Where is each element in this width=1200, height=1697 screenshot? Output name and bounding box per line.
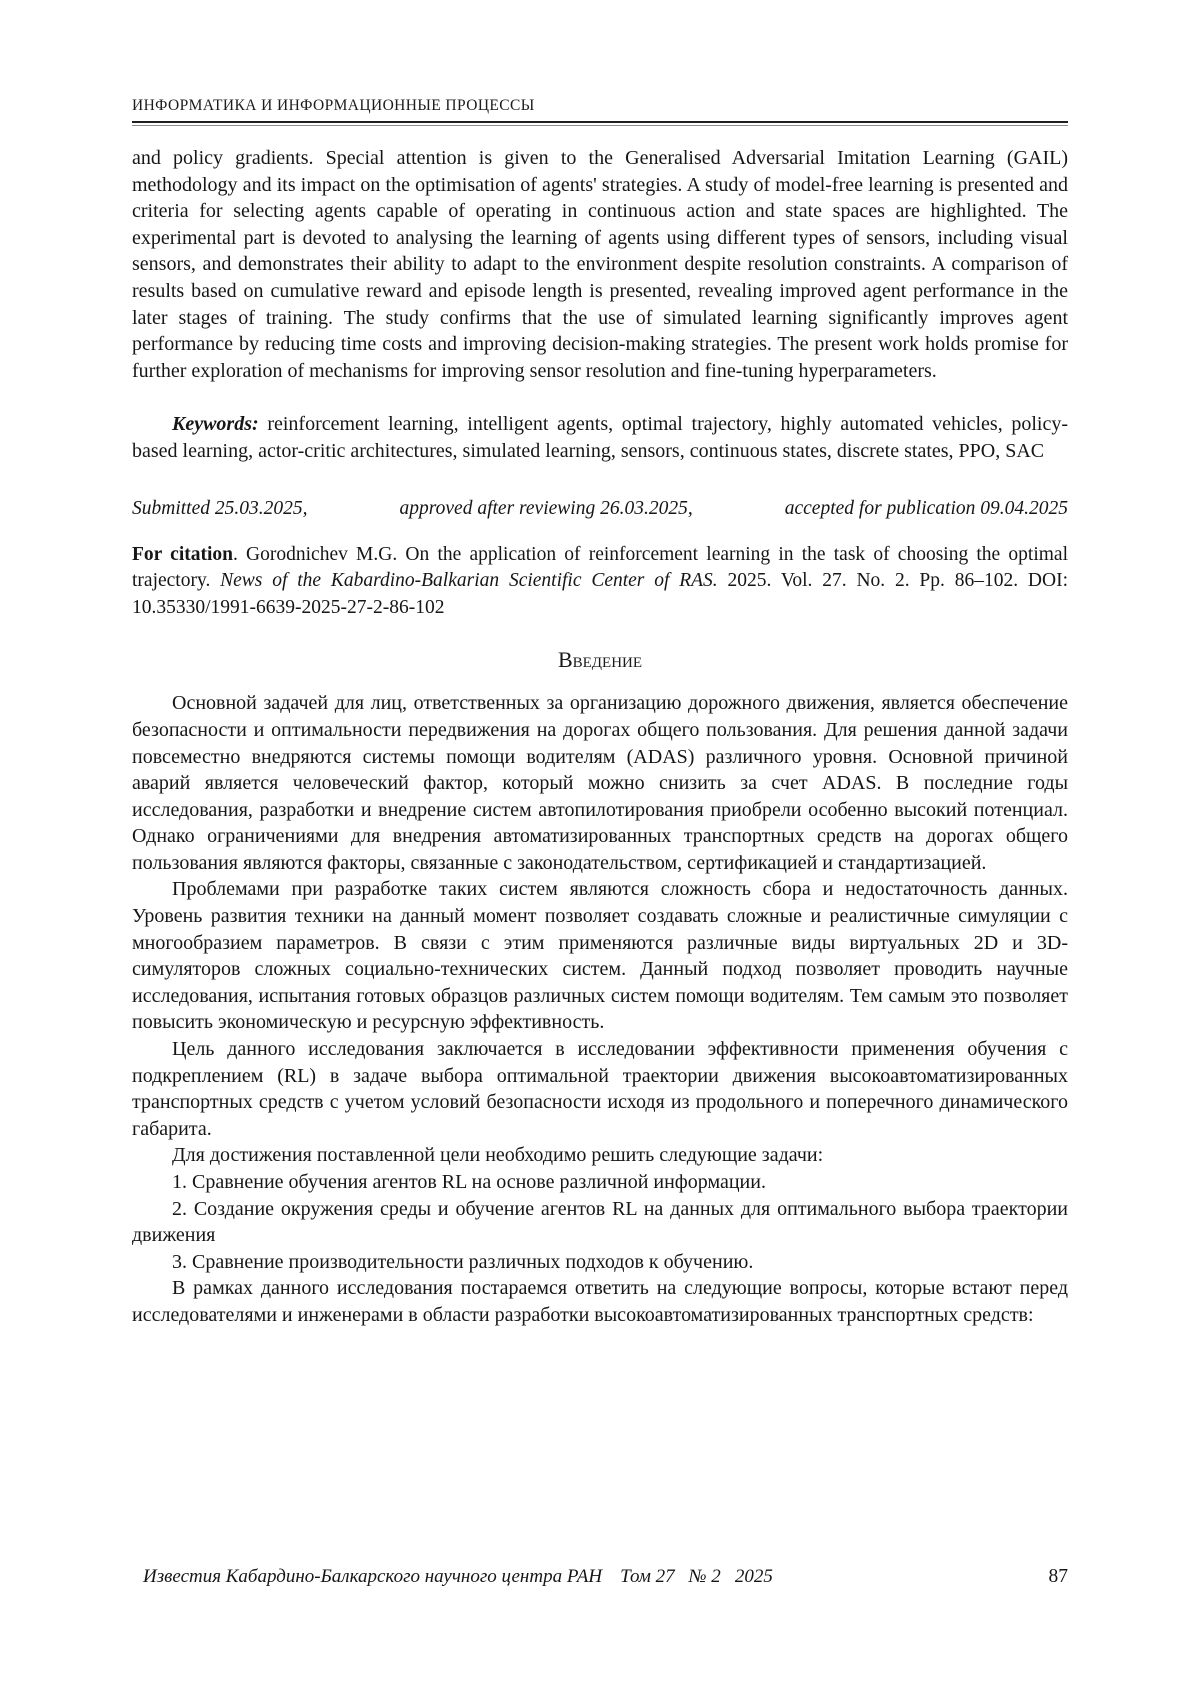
approved-date: approved after reviewing 26.03.2025, xyxy=(399,497,693,519)
introduction-section xyxy=(132,690,1068,1328)
intro-task-item-3: 3. Сравнение производительности различных подходов к обучению. xyxy=(172,1250,754,1273)
intro-task-item-1: 1. Сравнение обучения агентов RL на основе различной информации. xyxy=(172,1171,766,1193)
footer-journal-line xyxy=(132,1564,773,1590)
citation-journal-name: News of the Kabardino-Balkarian Scientific Center of RAS. xyxy=(220,570,718,592)
footer-journal-name: Известия Кабардино-Балкарского научного центра РАН xyxy=(143,1566,603,1587)
page-footer xyxy=(132,1564,1068,1590)
intro-paragraph: В рамках данного исследования постараемся ответить на следующие вопросы, которые встают перед исследователями и инженерами в области разработки высокоавтоматизированных транспортных средств: xyxy=(132,1277,1068,1326)
header-rule xyxy=(132,121,1068,126)
footer-volume: Том 27 xyxy=(620,1566,675,1587)
keywords-label: Keywords: xyxy=(172,413,259,436)
accepted-date: accepted for publication 09.04.2025 xyxy=(784,497,1068,519)
footer-year: 2025 xyxy=(734,1566,773,1587)
citation-text-before-journal: . Gorodnichev M.G. On the application of reinforcement learning in the task of choosing the optimal trajectory. xyxy=(132,543,1068,592)
intro-paragraph: Основной задачей для лиц, ответственных за организацию дорожного движения, является обеспечение безопасности и оптимальности передвижения на дорогах общего пользования. Для решения данной задачи повсеместно внедряются системы помощи водителям (ADAS) различного уровня. Основной причиной аварий является человеческий фактор, который можно снизить за счет ADAS. В последние годы исследования, разработки и внедрение систем автопилотирования приобрели особенно высокий потенциал. Однако ограничениями для внедрения автоматизированных транспортных средств на дорогах общего пользования являются факторы, связанные с законодательством, сертификацией и стандартизацией. xyxy=(132,692,1068,874)
section-heading-introduction: Введение xyxy=(557,647,643,673)
intro-paragraph: Цель данного исследования заключается в исследовании эффективности применения обучения с подкреплением (RL) в задаче выбора оптимальной траектории движения высокоавтоматизированных транспортных средств с учетом условий безопасности исходя из продольного и поперечного динамического габарита. xyxy=(132,1038,1068,1140)
citation-label: For citation xyxy=(132,543,233,565)
footer-issue: № 2 xyxy=(688,1566,721,1587)
abstract-continuation-text: and policy gradients. Special attention is given to the Generalised Adversarial Imitation Learning (GAIL) methodology and its impact on the optimisation of agents' strategies. A study of model-free learning is presented and criteria for selecting agents capable of operating in continuous action and state spaces are highlighted. The experimental part is devoted to analysing the learning of agents using different types of sensors, including visual sensors, and demonstrates their ability to adapt to the environment despite resolution constraints. A comparison of results based on cumulative reward and episode length is presented, revealing improved agent performance in the later stages of training. The study confirms that the use of simulated learning significantly improves agent performance by reducing time costs and improving decision-making strategies. The present work holds promise for further exploration of mechanisms for improving sensor resolution and fine-tuning hyperparameters. xyxy=(132,147,1068,382)
intro-task-item-2: 2. Создание окружения среды и обучение агентов RL на данных для оптимального выбора траектории движения xyxy=(132,1197,1068,1247)
citation-text-after-journal: 2025. Vol. 27. No. 2. Pp. 86–102. DOI: 10.35330/1991-6639-2025-27-2-86-102 xyxy=(132,570,1068,618)
running-head: ИНФОРМАТИКА И ИНФОРМАЦИОННЫЕ ПРОЦЕССЫ xyxy=(132,97,535,114)
submitted-date: Submitted 25.03.2025, xyxy=(132,497,308,519)
dates-line xyxy=(132,496,1068,522)
footer-page-number: 87 xyxy=(1048,1566,1068,1587)
keywords-text: reinforcement learning, intelligent agents, optimal trajectory, highly automated vehicles, policy-based learning, actor-critic architectures, simulated learning, sensors, continuous states, discrete states, PPO, SAC xyxy=(132,413,1068,462)
citation-paragraph xyxy=(132,542,1068,622)
intro-paragraph: Проблемами при разработке таких систем являются сложность сбора и недостаточность данных. Уровень развития техники на данный момент позволяет создавать сложные и реалистичные симуляции с многообразием параметров. В связи с этим применяются различные виды виртуальных 2D и 3D-симуляторов сложных социально-технических систем. Данный подход позволяет проводить научные исследования, испытания готовых образцов различных систем помощи водителям. Тем самым это позволяет повысить экономическую и ресурсную эффективность. xyxy=(132,878,1068,1034)
keywords-paragraph xyxy=(132,411,1068,464)
page-content xyxy=(132,0,1068,1329)
intro-paragraph: Для достижения поставленной цели необходимо решить следующие задачи: xyxy=(172,1144,824,1167)
